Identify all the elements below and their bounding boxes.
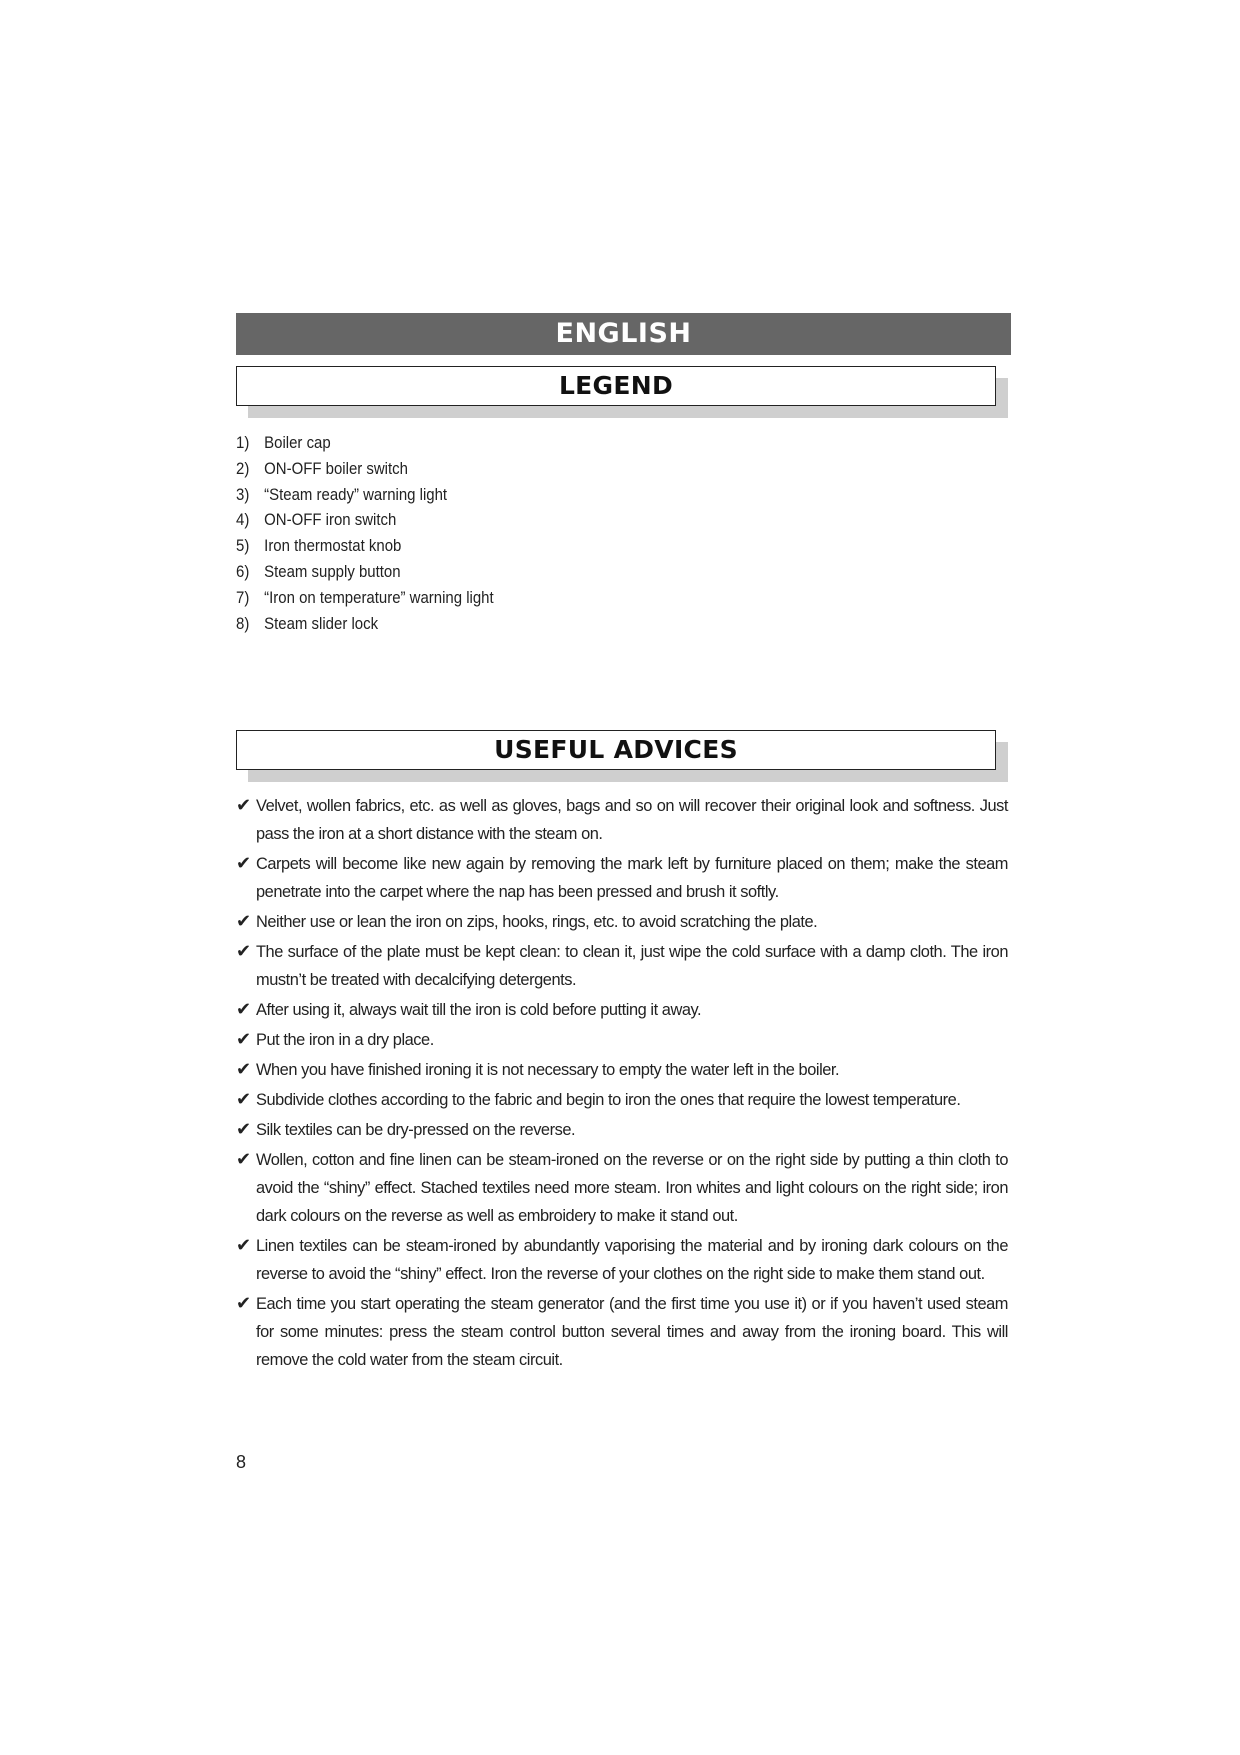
legend-title: LEGEND: [236, 366, 996, 406]
advice-item: [236, 908, 1008, 936]
legend-item: [236, 456, 494, 482]
legend-list: [236, 430, 529, 636]
legend-item-number: 2): [236, 458, 250, 478]
advice-text: When you have finished ironing it is not necessary to empty the water left in the boiler.: [256, 1061, 840, 1079]
check-mark-icon: ✔: [236, 1089, 251, 1110]
legend-item-number: 1): [236, 433, 250, 452]
advice-item: [236, 1116, 1008, 1144]
legend-item: [236, 430, 494, 456]
legend-item: [236, 585, 494, 611]
advice-text: Silk textiles can be dry-pressed on the reverse.: [256, 1121, 576, 1139]
legend-item-number: 4): [236, 510, 250, 530]
check-mark-icon: ✔: [236, 1235, 251, 1256]
check-mark-icon: ✔: [236, 1119, 251, 1140]
advice-text: After using it, always wait till the iron is cold before putting it away.: [256, 1001, 702, 1019]
advice-text: Put the iron in a dry place.: [256, 1031, 434, 1049]
advice-text: Wollen, cotton and fine linen can be steam-ironed on the reverse or on the right side by putting a thin cloth to avoid the “shiny” effect. Stached textiles need more steam. Iron whites and light colours on the right side; iron dark colours on the reverse as well as embroidery to make it stand out.: [256, 1151, 1008, 1225]
check-mark-icon: ✔: [236, 1149, 251, 1170]
advice-item: [236, 1146, 1008, 1230]
legend-item: [236, 482, 494, 508]
legend-section-header: [236, 366, 996, 406]
advice-text: Subdivide clothes according to the fabric and begin to iron the ones that require the lowest temperature.: [256, 1091, 961, 1109]
legend-item-number: 6): [236, 561, 250, 581]
legend-item-label: ON-OFF boiler switch: [264, 458, 408, 478]
legend-item-number: 3): [236, 484, 250, 504]
check-mark-icon: ✔: [236, 1059, 251, 1080]
language-header: ENGLISH: [236, 313, 1011, 355]
advice-item: [236, 1290, 1008, 1374]
check-mark-icon: ✔: [236, 795, 251, 816]
legend-item: [236, 533, 494, 559]
legend-item-label: “Iron on temperature” warning light: [264, 587, 494, 607]
legend-item: [236, 559, 494, 585]
legend-item-label: “Steam ready” warning light: [264, 484, 448, 504]
legend-item-label: Steam slider lock: [264, 613, 379, 633]
check-mark-icon: ✔: [236, 853, 251, 874]
check-mark-icon: ✔: [236, 941, 251, 962]
advice-item: [236, 1086, 1008, 1114]
legend-item-label: ON-OFF iron switch: [264, 510, 397, 530]
legend-item-label: Iron thermostat knob: [264, 536, 402, 556]
legend-item-number: 8): [236, 613, 250, 633]
advice-item: [236, 792, 1008, 848]
advice-text: The surface of the plate must be kept clean: to clean it, just wipe the cold surface with a damp cloth. The iron mustn’t be treated with decalcifying detergents.: [256, 943, 1008, 989]
check-mark-icon: ✔: [236, 999, 251, 1020]
check-mark-icon: ✔: [236, 911, 251, 932]
advices-list: [236, 792, 1008, 1376]
advice-item: [236, 850, 1008, 906]
advice-text: Carpets will become like new again by removing the mark left by furniture placed on them; make the steam penetrate into the carpet where the nap has been pressed and brush it softly.: [256, 855, 1008, 901]
advice-text: Each time you start operating the steam generator (and the first time you use it) or if you haven’t used steam for some minutes: press the steam control button several times and away from the ironing board. This will remove the cold water from the steam circuit.: [256, 1295, 1008, 1369]
advice-text: Linen textiles can be steam-ironed by abundantly vaporising the material and by ironing dark colours on the reverse to avoid the “shiny” effect. Iron the reverse of your clothes on the right side to make them stand out.: [256, 1237, 1008, 1283]
legend-item: [236, 611, 494, 637]
advices-title: USEFUL ADVICES: [236, 730, 996, 770]
advice-item: [236, 996, 1008, 1024]
advice-item: [236, 1026, 1008, 1054]
advice-text: Neither use or lean the iron on zips, hooks, rings, etc. to avoid scratching the plate.: [256, 913, 818, 931]
legend-item-number: 7): [236, 587, 250, 607]
check-mark-icon: ✔: [236, 1293, 251, 1314]
page-number: 8: [236, 1452, 247, 1472]
advice-item: [236, 938, 1008, 994]
advice-item: [236, 1056, 1008, 1084]
advice-item: [236, 1232, 1008, 1288]
advices-section-header: [236, 730, 996, 770]
advice-text: Velvet, wollen fabrics, etc. as well as gloves, bags and so on will recover their original look and softness. Just pass the iron at a short distance with the steam on.: [256, 797, 1008, 843]
legend-item-label: Steam supply button: [264, 561, 401, 581]
check-mark-icon: ✔: [236, 1029, 251, 1050]
legend-item-number: 5): [236, 536, 250, 556]
legend-item-label: Boiler cap: [264, 433, 331, 452]
legend-item: [236, 507, 494, 533]
